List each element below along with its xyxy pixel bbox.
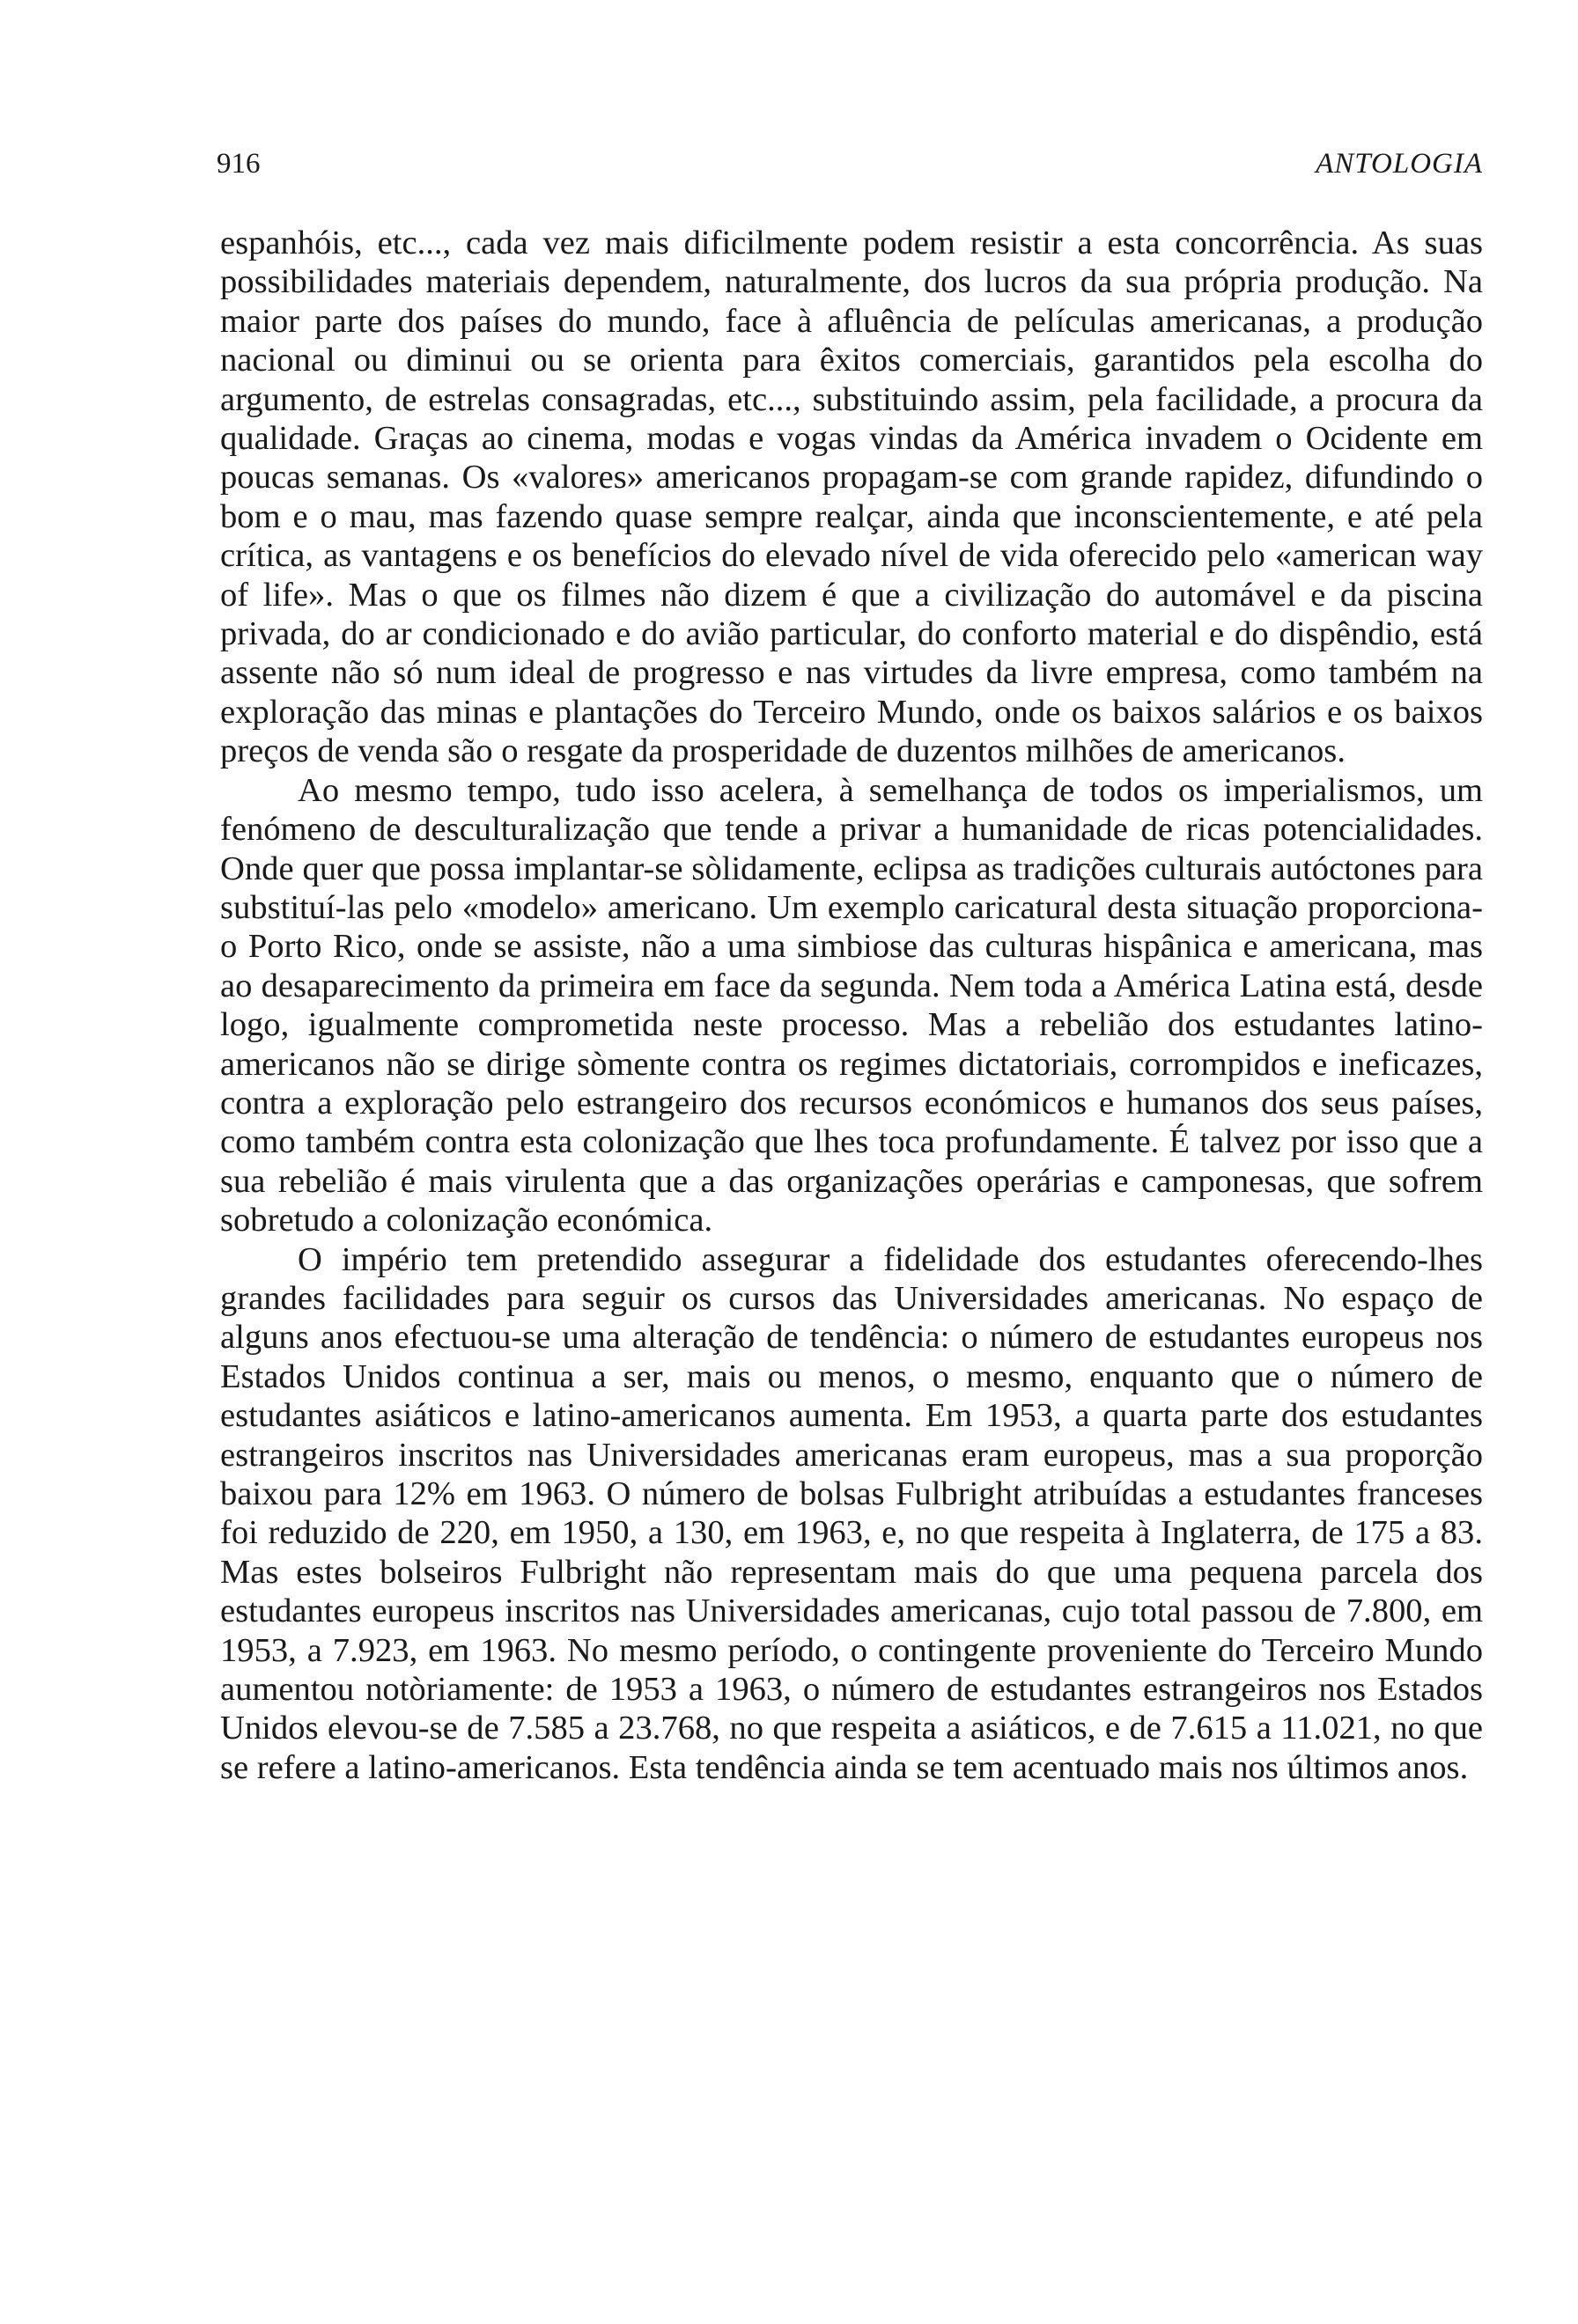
page-header — [217, 148, 1483, 190]
page-number: 916 — [217, 148, 261, 180]
paragraph-1: espanhóis, etc..., cada vez mais dificilmente podem resistir a esta concorrência. As suas possibilidades materiais dependem, naturalmente, dos lucros da sua própria produção. Na maior parte dos países do mundo, face à afluência de películas americanas, a produção nacional ou diminui ou se orienta para êxitos comerciais, garantidos pela escolha do argumento, de estrelas consagradas, etc..., substituindo assim, pela facilidade, a procura da qualidade. Graças ao cinema, modas e vogas vindas da América invadem o Ocidente em poucas semanas. Os «valores» americanos propagam-se com grande rapidez, difundindo o bom e o mau, mas fazendo quase sempre realçar, ainda que inconscientemente, e até pela crítica, as vantagens e os benefícios do elevado nível de vida oferecido pelo «american way of life». Mas o que os filmes não dizem é que a civilização do automável e da piscina privada, do ar condicionado e do avião particular, do conforto material e do dispêndio, está assente não só num ideal de progresso e nas virtudes da livre empresa, como também na exploração das minas e plantações do Terceiro Mundo, onde os baixos salários e os baixos preços de venda são o resgate da prosperidade de duzentos milhões de americanos. — [220, 224, 1483, 770]
paragraph-2: Ao mesmo tempo, tudo isso acelera, à semelhança de todos os imperialismos, um fenómeno de desculturalização que tende a privar a humanidade de ricas potencialidades. Onde quer que possa implantar-se sòlidamente, eclipsa as tradições culturais autóctones para substituí-las pelo «modelo» americano. Um exemplo caricatural desta situação proporciona-o Porto Rico, onde se assiste, não a uma simbiose das culturas hispânica e americana, mas ao desaparecimento da primeira em face da segunda. Nem toda a América Latina está, desde logo, igualmente comprometida neste processo. Mas a rebelião dos estudantes latino-americanos não se dirige sòmente contra os regimes dictatoriais, corrompidos e ineficazes, contra a exploração pelo estrangeiro dos recursos económicos e humanos dos seus países, como também contra esta colonização que lhes toca profundamente. É talvez por isso que a sua rebelião é mais virulenta que a das organizações operárias e camponesas, que sofrem sobretudo a colonização económica. — [220, 771, 1483, 1239]
body-text — [220, 224, 1483, 1787]
running-title: ANTOLOGIA — [1316, 148, 1483, 180]
paragraph-3: O império tem pretendido assegurar a fidelidade dos estudantes oferecendo-lhes grandes facilidades para seguir os cursos das Universidades americanas. No espaço de alguns anos efectuou-se uma alteração de tendência: o número de estudantes europeus nos Estados Unidos continua a ser, mais ou menos, o mesmo, enquanto que o número de estudantes asiáticos e latino-americanos aumenta. Em 1953, a quarta parte dos estudantes estrangeiros inscritos nas Universidades americanas eram europeus, mas a sua proporção baixou para 12% em 1963. O número de bolsas Fulbright atribuídas a estudantes franceses foi reduzido de 220, em 1950, a 130, em 1963, e, no que respeita à Inglaterra, de 175 a 83. Mas estes bolseiros Fulbright não representam mais do que uma pequena parcela dos estudantes europeus inscritos nas Universidades americanas, cujo total passou de 7.800, em 1953, a 7.923, em 1963. No mesmo período, o contingente proveniente do Terceiro Mundo aumentou notòriamente: de 1953 a 1963, o número de estudantes estrangeiros nos Estados Unidos elevou-se de 7.585 a 23.768, no que respeita a asiáticos, e de 7.615 a 11.021, no que se refere a latino-americanos. Esta tendência ainda se tem acentuado mais nos últimos anos. — [220, 1240, 1483, 1786]
